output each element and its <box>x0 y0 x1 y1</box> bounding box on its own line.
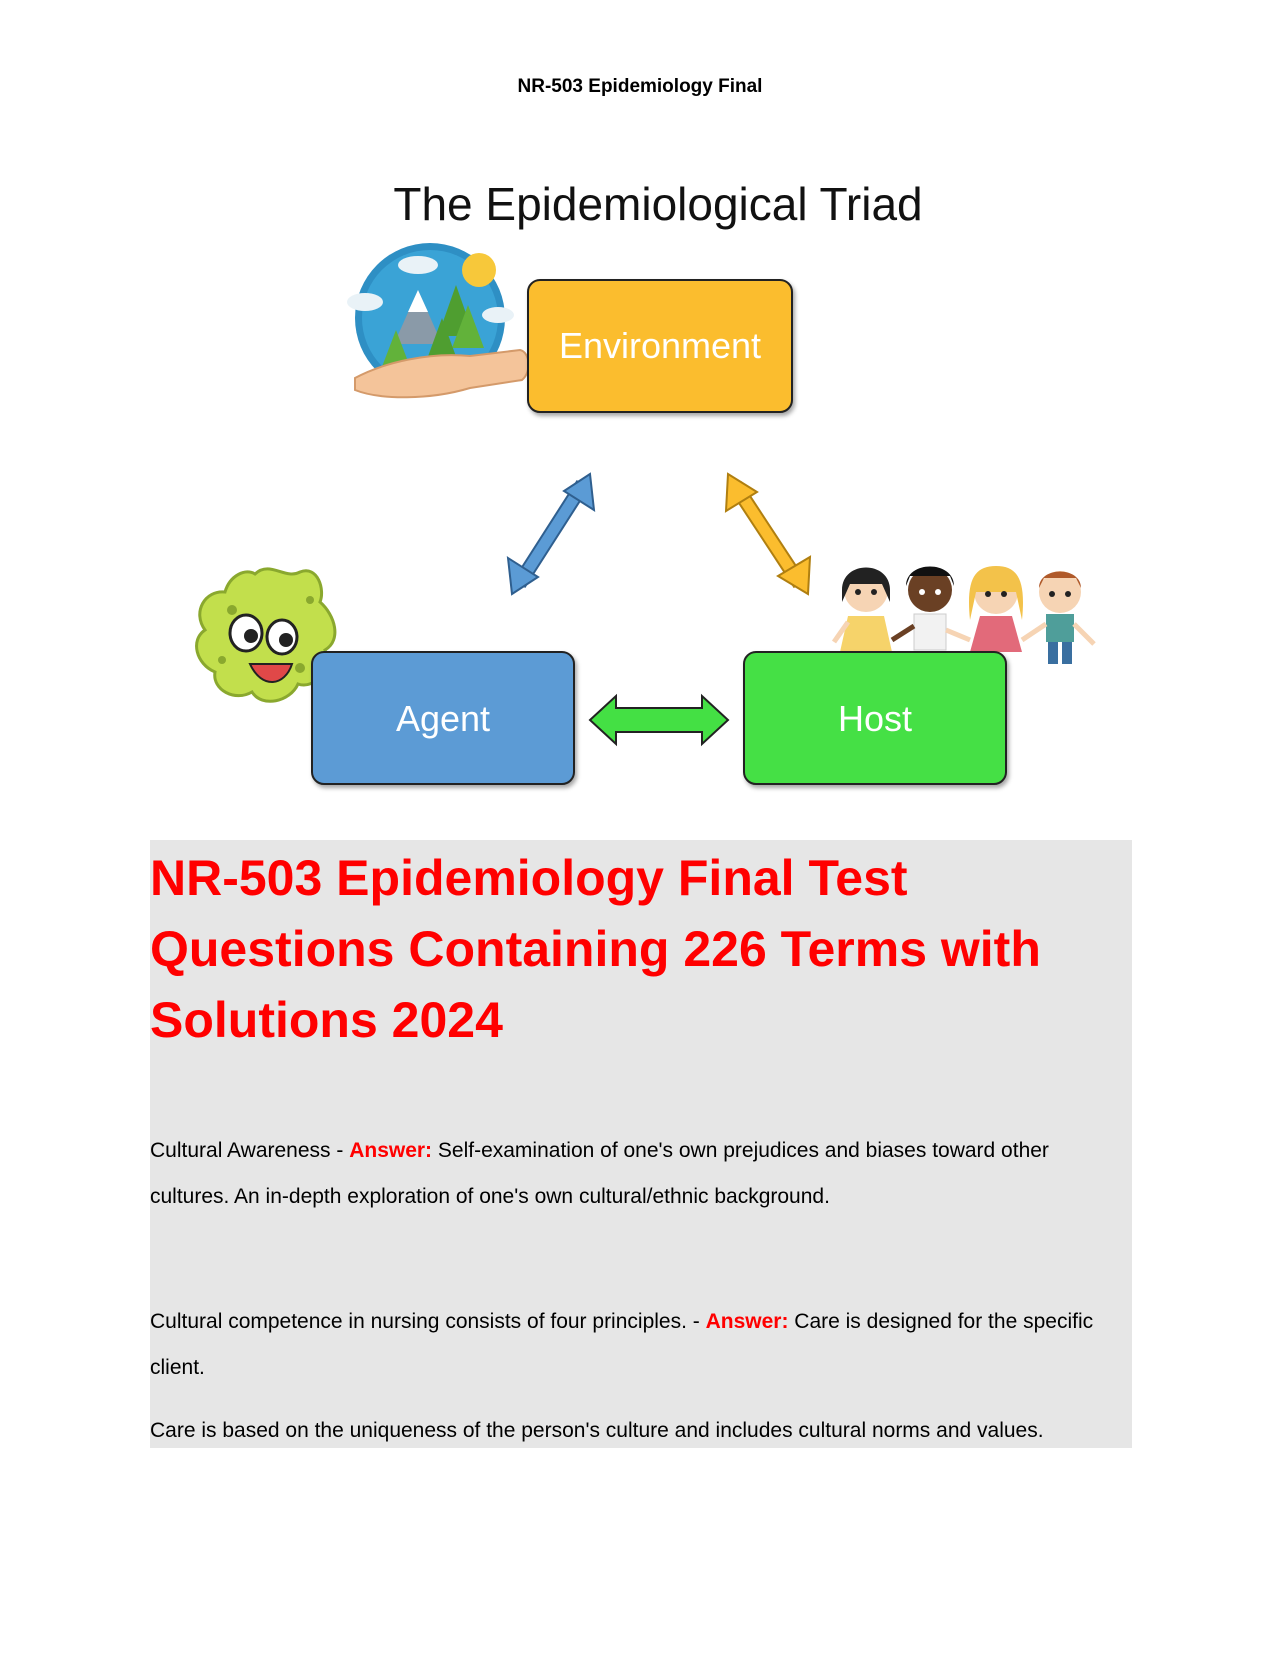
environment-node <box>528 280 792 412</box>
agent-environment-arrow <box>508 474 594 594</box>
qa-entry <box>150 1299 1132 1391</box>
agent-label: Agent <box>395 698 491 739</box>
answer-text: Care is designed for the specific client. <box>150 1310 1094 1379</box>
answer-label: Answer: <box>705 1310 789 1333</box>
diagram-title: The Epidemiological Triad <box>393 178 923 230</box>
environment-label: Environment <box>558 325 762 366</box>
question-term: Cultural competence in nursing consists of four principles. - <box>150 1310 706 1333</box>
question-term: Cultural Awareness - <box>150 1139 350 1162</box>
answer-continuation: Care is based on the uniqueness of the person's culture and includes cultural norms and values. <box>150 1419 1044 1442</box>
page-header: NR-503 Epidemiology Final <box>517 76 763 97</box>
epidemiological-triad-diagram <box>0 0 1280 820</box>
agent-node <box>312 652 574 784</box>
qa-entry <box>150 1128 1132 1220</box>
agent-host-arrow <box>590 696 728 744</box>
earth-in-hand-icon <box>347 243 529 397</box>
host-label: Host <box>837 698 913 739</box>
children-holding-hands-icon <box>834 566 1094 664</box>
environment-host-arrow <box>726 474 810 594</box>
answer-label: Answer: <box>349 1139 433 1162</box>
answer-text: Self-examination of one's own prejudices and biases toward other cultures. An in-depth exploration of one's own cultural/ethnic background. <box>150 1139 1049 1208</box>
host-node <box>744 652 1006 784</box>
document-title: NR-503 Epidemiology Final Test Questions Containing 226 Terms with Solutions 2024 <box>150 850 1041 1048</box>
